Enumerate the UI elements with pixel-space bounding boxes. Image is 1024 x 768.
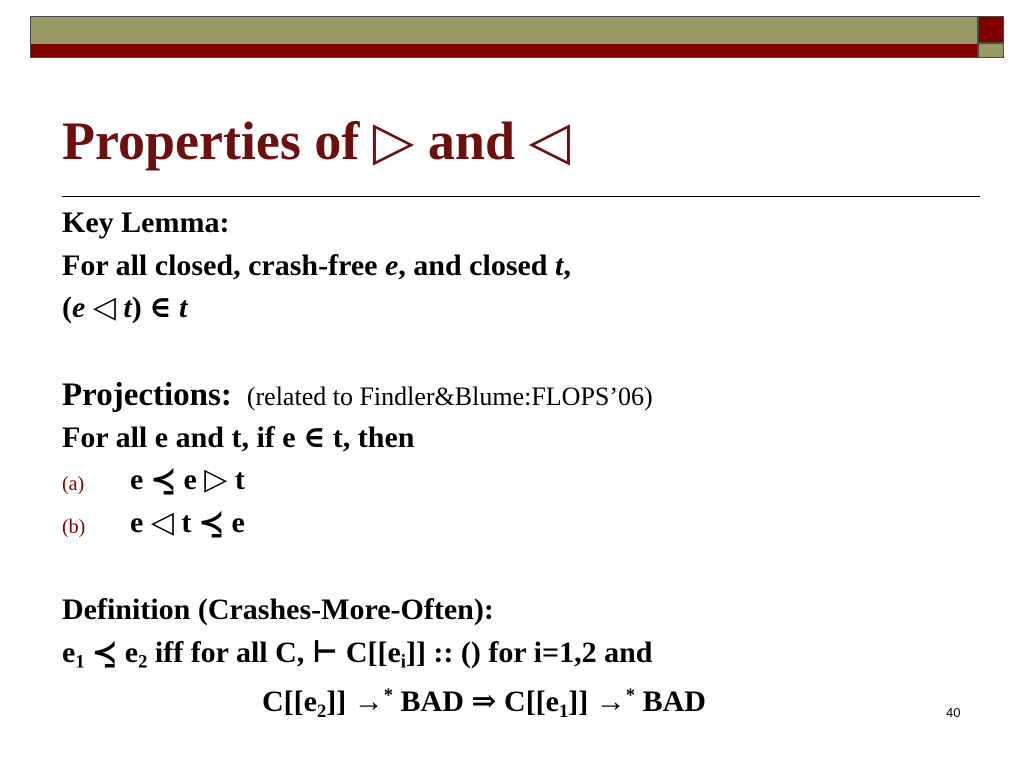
projections-note: (related to Findler&Blume:FLOPS’06) xyxy=(246,382,653,411)
def-line2-star1: * xyxy=(383,685,394,706)
slide-number: 40 xyxy=(946,705,961,720)
definition-line-2 xyxy=(262,678,706,730)
projection-item-a: e ≺̱ e ▷ t xyxy=(130,463,245,496)
def-ei-sub: i xyxy=(400,651,406,673)
key-lemma-line-2-e: e xyxy=(72,291,86,324)
key-lemma-line-1-prefix: For all closed, crash-free xyxy=(62,249,385,282)
key-lemma-line-2-t: t xyxy=(123,291,132,324)
def-line2-star2: * xyxy=(625,685,636,706)
def-line2-c: BAD ⇒ C[[e xyxy=(393,685,559,719)
def-line2-e: BAD xyxy=(635,685,706,719)
def-line2-b: ]] → xyxy=(326,685,384,719)
definition-heading: Definition (Crashes-More-Often): xyxy=(62,593,494,626)
def-line2-sub2: 2 xyxy=(316,700,327,722)
projection-item-b: e ◁ t ≺̱ e xyxy=(130,506,245,539)
key-lemma-line-1-mid: , and closed xyxy=(398,249,555,282)
key-lemma-line-2 xyxy=(62,290,187,326)
key-lemma-heading: Key Lemma: xyxy=(62,206,230,239)
def-line2-a: C[[e xyxy=(262,685,317,719)
def-condition-end: ]] :: () for i=1,2 and xyxy=(405,636,653,669)
projections-heading: Projections: xyxy=(62,377,232,413)
key-lemma-var-e: e xyxy=(384,249,399,282)
def-e2-sub: 2 xyxy=(138,651,148,673)
projections-line xyxy=(62,377,653,415)
header-corner-maroon-block xyxy=(978,16,1004,43)
def-e1-sub: 1 xyxy=(75,651,85,673)
title-divider xyxy=(62,196,980,197)
key-lemma-var-t: t xyxy=(555,249,564,282)
def-line2-sub1: 1 xyxy=(558,700,569,722)
key-lemma-line-2-t2: t xyxy=(178,291,188,324)
key-lemma-line-2-close: ) ∈ xyxy=(131,291,179,324)
projections-intro: For all e and t, if e ∈ t, then xyxy=(62,421,415,454)
def-e1: e xyxy=(62,636,76,669)
key-lemma-line-1-suffix: , xyxy=(563,249,571,282)
key-lemma-paren-open: ( xyxy=(62,291,72,324)
key-lemma-line-1 xyxy=(62,248,571,284)
def-condition: iff for all C, ⊢ C[[e xyxy=(147,636,401,669)
header-bar-maroon-band xyxy=(31,44,977,57)
slide-title: Properties of ▷ and ◁ xyxy=(62,111,571,171)
projection-item-b-marker: (b) xyxy=(62,516,86,538)
header-bar xyxy=(30,16,978,58)
header-bar-olive-band xyxy=(31,17,977,44)
def-line2-d: ]] → xyxy=(568,685,626,719)
definition-line-1 xyxy=(62,635,652,681)
def-rel: ≺̱ e xyxy=(84,636,139,669)
header-corner-olive-block xyxy=(978,43,1004,58)
key-lemma-line-2-op: ◁ xyxy=(85,291,124,324)
projection-item-a-marker: (a) xyxy=(62,473,85,495)
